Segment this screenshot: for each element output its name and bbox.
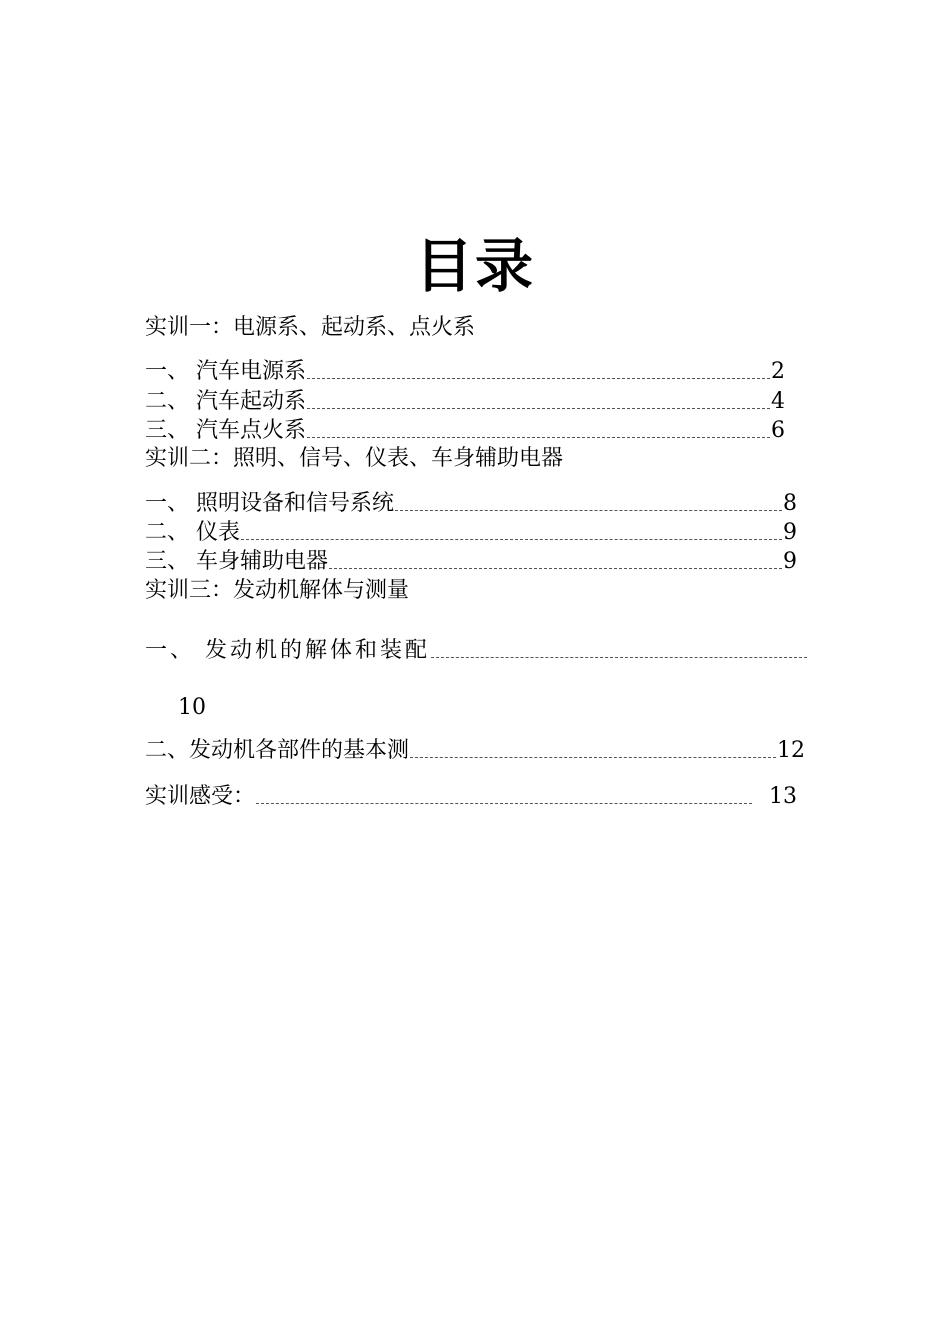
section-heading: 实训一：电源系、起动系、点火系: [145, 315, 476, 340]
dot-leader: [410, 757, 776, 758]
toc-entry[interactable]: [145, 519, 797, 547]
toc-entry[interactable]: [145, 417, 785, 445]
dot-leader: [329, 568, 782, 569]
toc-entry[interactable]: [145, 548, 797, 576]
dot-leader: [395, 510, 782, 511]
toc-entry-label: 二、发动机各部件的基本测: [145, 738, 410, 763]
toc-entry-page: 13: [769, 784, 797, 809]
toc-entry-label: 一、 照明设备和信号系统: [145, 491, 394, 516]
dot-leader: [307, 408, 770, 409]
toc-entry-page: 4: [771, 389, 785, 414]
section-heading: 实训三：发动机解体与测量: [145, 578, 410, 603]
section-heading: 实训二：照明、信号、仪表、车身辅助电器: [145, 446, 564, 471]
toc-entry-page: 8: [783, 491, 797, 516]
toc-entry-label: 一、 汽车电源系: [145, 359, 306, 384]
page-title: 目录: [414, 232, 535, 300]
toc-entry-label: 二、 仪表: [145, 520, 240, 545]
dot-leader: [256, 803, 752, 804]
toc-entry-page: 12: [777, 738, 805, 763]
toc-entry[interactable]: [145, 737, 805, 765]
toc-entry-page: 6: [771, 418, 785, 443]
toc-entry-label: 三、 车身辅助电器: [145, 549, 328, 574]
toc-entry-label: 二、 汽车起动系: [145, 389, 306, 414]
toc-entry[interactable]: [145, 490, 797, 518]
toc-entry-label: 一、 发动机的解体和装配: [145, 638, 430, 663]
dot-leader: [431, 657, 807, 658]
toc-entry-page: 2: [771, 359, 785, 384]
toc-entry-label: 实训感受：: [145, 784, 256, 809]
toc-entry[interactable]: [145, 388, 785, 416]
toc-entry-wrapped[interactable]: [145, 637, 807, 665]
toc-entry[interactable]: [145, 358, 785, 386]
toc-entry-closing[interactable]: [145, 783, 797, 811]
dot-leader: [307, 378, 770, 379]
toc-entry-page: 9: [783, 520, 797, 545]
dot-leader: [241, 539, 782, 540]
toc-entry-label: 三、 汽车点火系: [145, 418, 306, 443]
toc-entry-page: 9: [783, 549, 797, 574]
toc-entry-page: 10: [178, 695, 206, 720]
dot-leader: [307, 437, 770, 438]
